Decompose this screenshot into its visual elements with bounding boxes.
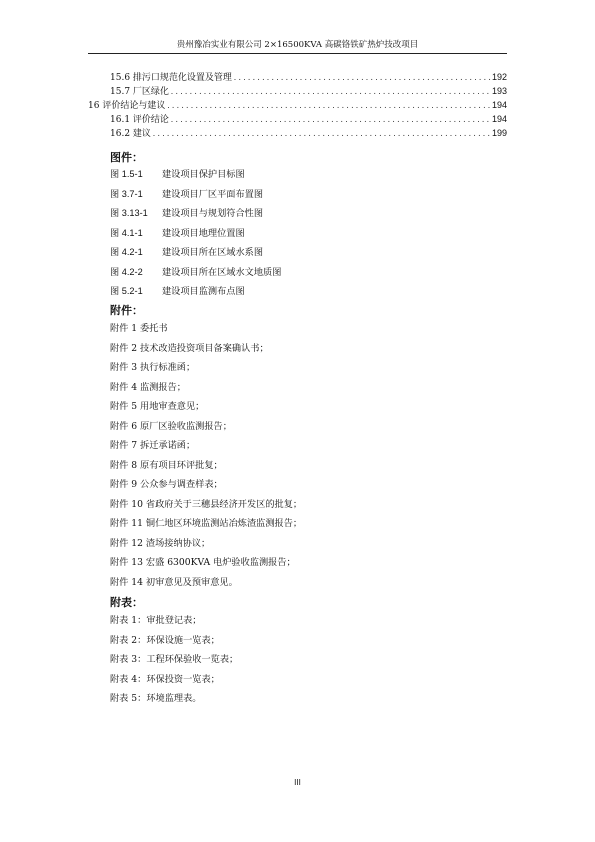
attachments-heading: 附件：: [110, 304, 143, 317]
attachment-item: 附件 8 原有项目环评批复；: [110, 459, 223, 471]
figure-title: 建设项目厂区平面布置图: [162, 188, 264, 200]
toc-leader-dots: [152, 127, 491, 141]
toc-entry[interactable]: [88, 70, 507, 84]
appendix-table-item: 附表 4：环保投资一览表；: [110, 673, 220, 685]
appendix-table-item: 附表 3：工程环保验收一览表；: [110, 654, 239, 665]
toc-entry[interactable]: [88, 112, 507, 126]
toc-entry-title: 15.7 厂区绿化: [110, 87, 169, 97]
figures-heading: 图件：: [110, 151, 143, 164]
appendix-table-item: 附表 2：环保设施一览表；: [110, 634, 220, 646]
attachment-item: 附件 1 委托书: [110, 323, 168, 334]
running-header: 贵州豫冶实业有限公司 2×16500KVA 高碳铬铁矿热炉技改项目: [176, 40, 419, 50]
tables-list: [110, 611, 238, 709]
attachment-item: 附件 4 监测报告；: [110, 381, 186, 393]
page-number: III: [294, 778, 301, 787]
figure-number: 图 4.2-2: [110, 266, 143, 277]
figure-item: [110, 224, 281, 244]
toc-entry-title: 16.1 评价结论: [110, 115, 169, 125]
attachment-item: 附件 5 用地审查意见；: [110, 401, 205, 412]
attachment-item: 附件 12 渣场接纳协议；: [110, 537, 211, 549]
toc-entry[interactable]: [88, 98, 507, 112]
appendix-table-item: 附表 5：环境监理表。: [110, 693, 202, 704]
figures-list: [110, 165, 281, 302]
attachment-item: 附件 13 宏盛 6300KVA 电炉验收监测报告；: [110, 557, 296, 568]
attachment-item: 附件 3 执行标准函；: [110, 362, 196, 373]
figure-number: 图 3.7-1: [110, 188, 143, 199]
toc-leader-dots: [170, 113, 491, 127]
toc-leader-dots: [170, 85, 491, 99]
figure-item: [110, 263, 281, 283]
toc-entry-page: 193: [491, 86, 507, 96]
toc-entry[interactable]: [88, 84, 507, 98]
figure-number: 图 3.13-1: [110, 208, 148, 218]
attachment-item: 附件 9 公众参与调查样表；: [110, 479, 223, 490]
figure-title: 建设项目所在区域水文地质图: [162, 266, 282, 278]
figure-title: 建设项目与规划符合性图: [162, 208, 264, 219]
table-of-contents: [88, 70, 507, 140]
attachment-item: 附件 14 初审意见及预审意见。: [110, 576, 238, 588]
attachment-item: 附件 10 省政府关于三穗县经济开发区的批复；: [110, 498, 303, 510]
header-rule: [88, 53, 507, 54]
toc-entry-title: 16.2 建议: [110, 129, 151, 139]
attachment-item: 附件 11 铜仁地区环境监测站冶炼渣监测报告；: [110, 518, 303, 529]
toc-entry-page: 199: [491, 128, 507, 138]
attachments-list: [110, 319, 302, 592]
toc-entry-page: 194: [491, 100, 507, 110]
attachment-item: 附件 2 技术改造投资项目备案确认书；: [110, 342, 269, 354]
toc-entry-page: 192: [491, 72, 507, 82]
figure-number: 图 5.2-1: [110, 286, 143, 296]
figure-item: [110, 185, 281, 205]
figure-item: [110, 204, 281, 224]
toc-entry-title: 15.6 排污口规范化设置及管理: [110, 73, 232, 83]
toc-leader-dots: [166, 99, 491, 113]
toc-entry[interactable]: [88, 126, 507, 140]
figure-title: 建设项目所在区域水系图: [162, 247, 264, 258]
appendix-table-item: 附表 1：审批登记表；: [110, 615, 202, 626]
tables-heading: 附表：: [110, 596, 143, 609]
toc-leader-dots: [233, 71, 491, 85]
figure-item: [110, 282, 281, 302]
figure-number: 图 1.5-1: [110, 169, 143, 179]
attachment-item: 附件 7 拆迁承诺函；: [110, 440, 196, 451]
figure-number: 图 4.1-1: [110, 227, 143, 238]
figure-title: 建设项目保护目标图: [162, 169, 245, 180]
figure-number: 图 4.2-1: [110, 247, 143, 257]
toc-entry-page: 194: [491, 114, 507, 124]
figure-title: 建设项目监测布点图: [162, 286, 245, 297]
figure-item: [110, 165, 281, 185]
attachment-item: 附件 6 原厂区验收监测报告；: [110, 420, 232, 432]
figure-title: 建设项目地理位置图: [162, 227, 245, 239]
toc-entry-title: 16 评价结论与建议: [88, 101, 166, 111]
figure-item: [110, 243, 281, 263]
